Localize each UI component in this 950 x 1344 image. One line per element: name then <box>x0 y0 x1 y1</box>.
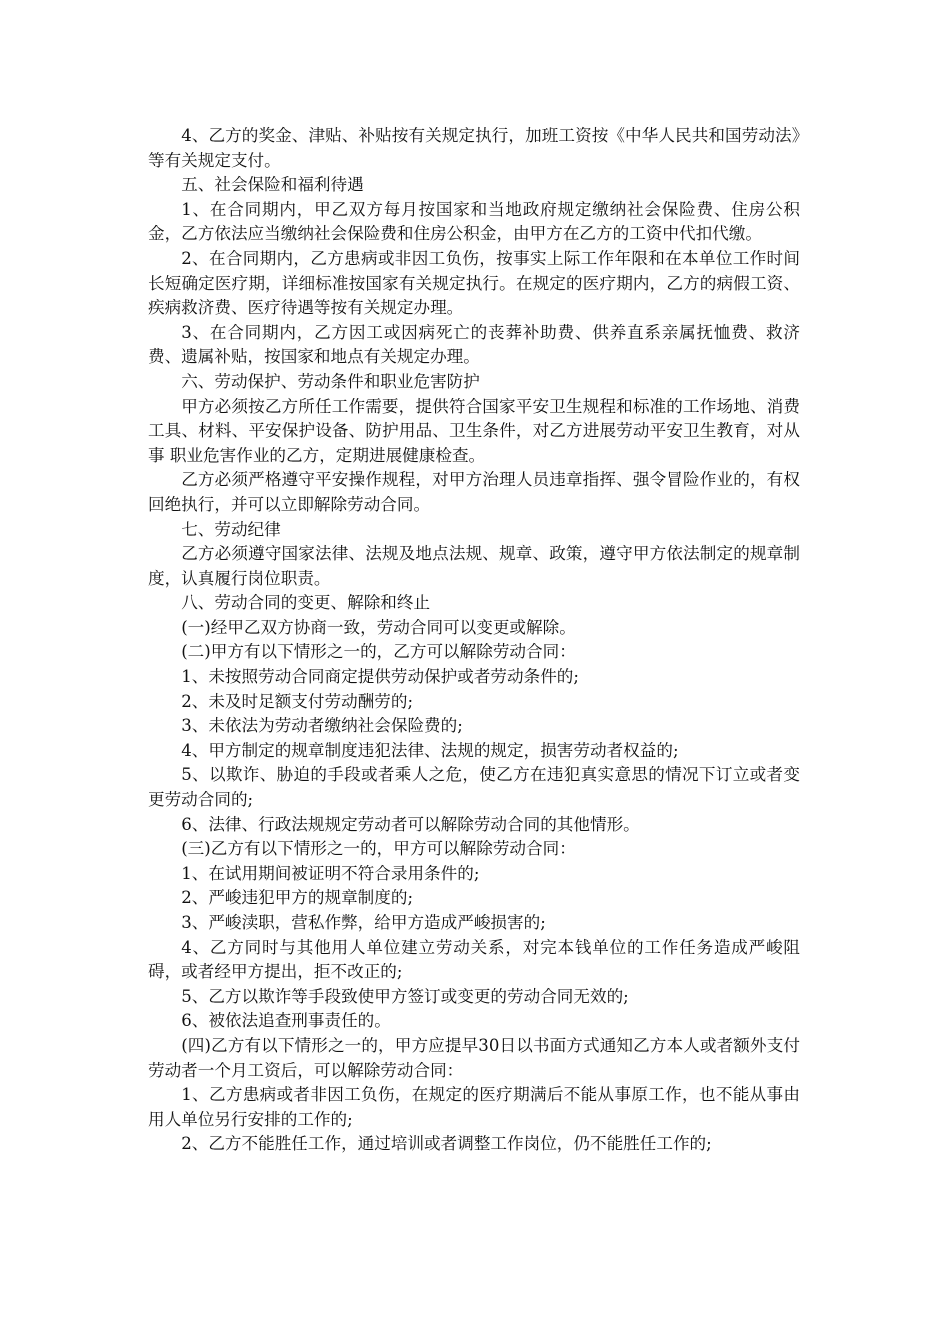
section-heading: 六、劳动保护、劳动条件和职业危害防护 <box>181 371 480 391</box>
paragraph: 4、乙方的奖金、津贴、补贴按有关规定执行，加班工资按《中华人民共和国劳动法》等有关规定支付。 <box>148 126 800 170</box>
paragraph: (三)乙方有以下情形之一的，甲方可以解除劳动合同： <box>181 839 576 859</box>
list-item: 5、以欺诈、胁迫的手段或者乘人之危，使乙方在违犯真实意思的情况下订立或者变更劳动合同的; <box>148 765 800 810</box>
paragraph: (四)乙方有以下情形之一的，甲方应提早30日以书面方式通知乙方本人或者额外支付劳动者一个月工资后，可以解除劳动合同： <box>148 1035 800 1080</box>
list-item: 2、未及时足额支付劳动酬劳的; <box>181 691 414 711</box>
paragraph: 乙方必须遵守国家法律、法规及地点法规、规章、政策，遵守甲方依法制定的规章制度，认真履行岗位职责。 <box>148 544 800 588</box>
paragraph: (二)甲方有以下情形之一的，乙方可以解除劳动合同： <box>181 642 576 662</box>
paragraph: 3、在合同期内，乙方因工或因病死亡的丧葬补助费、供养直系亲属抚恤费、救济费、遗属补贴，按国家和地点有关规定办理。 <box>148 322 800 367</box>
list-item: 3、严峻渎职，营私作弊，给甲方造成严峻损害的; <box>181 913 546 932</box>
list-item: 5、乙方以欺诈等手段致使甲方签订或变更的劳动合同无效的; <box>181 986 629 1006</box>
list-item: 3、未依法为劳动者缴纳社会保险费的; <box>181 716 463 736</box>
section-heading: 八、劳动合同的变更、解除和终止 <box>181 593 431 613</box>
paragraph: 1、在合同期内，甲乙双方每月按国家和当地政府规定缴纳社会保险费、住房公积金，乙方依法应当缴纳社会保险费和住房公积金，由甲方在乙方的工资中代扣代缴。 <box>148 199 800 244</box>
paragraph: 甲方必须按乙方所任工作需要，提供符合国家平安卫生规程和标准的工作场地、消费工具、材料、平安保护设备、防护用品、卫生条件，对乙方进展劳动平安卫生教育，对从事 职业危害作业的乙方，定期进展健康检查。 <box>148 396 800 465</box>
paragraph: 2、在合同期内，乙方患病或非因工负伤，按事实上际工作年限和在本单位工作时间长短确定医疗期，详细标准按国家有关规定执行。在规定的医疗期内，乙方的病假工资、疾病救济费、医疗待遇等按有关规定办理。 <box>148 248 800 318</box>
list-item: 1、未按照劳动合同商定提供劳动保护或者劳动条件的; <box>181 667 579 687</box>
paragraph: (一)经甲乙双方协商一致，劳动合同可以变更或解除。 <box>181 617 576 637</box>
section-heading: 五、社会保险和福利待遇 <box>181 175 364 195</box>
list-item: 6、法律、行政法规规定劳动者可以解除劳动合同的其他情形。 <box>181 814 640 834</box>
list-item: 1、乙方患病或者非因工负伤，在规定的医疗期满后不能从事原工作，也不能从事由用人单位另行安排的工作的; <box>148 1085 800 1129</box>
paragraph: 乙方必须严格遵守平安操作规程，对甲方治理人员违章指挥、强令冒险作业的，有权回绝执行，并可以立即解除劳动合同。 <box>148 470 800 514</box>
document-page <box>148 124 800 1157</box>
section-heading: 七、劳动纪律 <box>181 519 281 539</box>
list-item: 4、乙方同时与其他用人单位建立劳动关系，对完本钱单位的工作任务造成严峻阻碍，或者经甲方提出，拒不改正的; <box>148 937 800 982</box>
list-item: 2、严峻违犯甲方的规章制度的; <box>181 888 414 908</box>
list-item: 1、在试用期间被证明不符合录用条件的; <box>181 863 480 883</box>
list-item: 6、被依法追查刑事责任的。 <box>181 1011 391 1031</box>
list-item: 4、甲方制定的规章制度违犯法律、法规的规定，损害劳动者权益的; <box>181 740 679 760</box>
list-item: 2、乙方不能胜任工作，通过培训或者调整工作岗位，仍不能胜任工作的; <box>181 1134 712 1154</box>
